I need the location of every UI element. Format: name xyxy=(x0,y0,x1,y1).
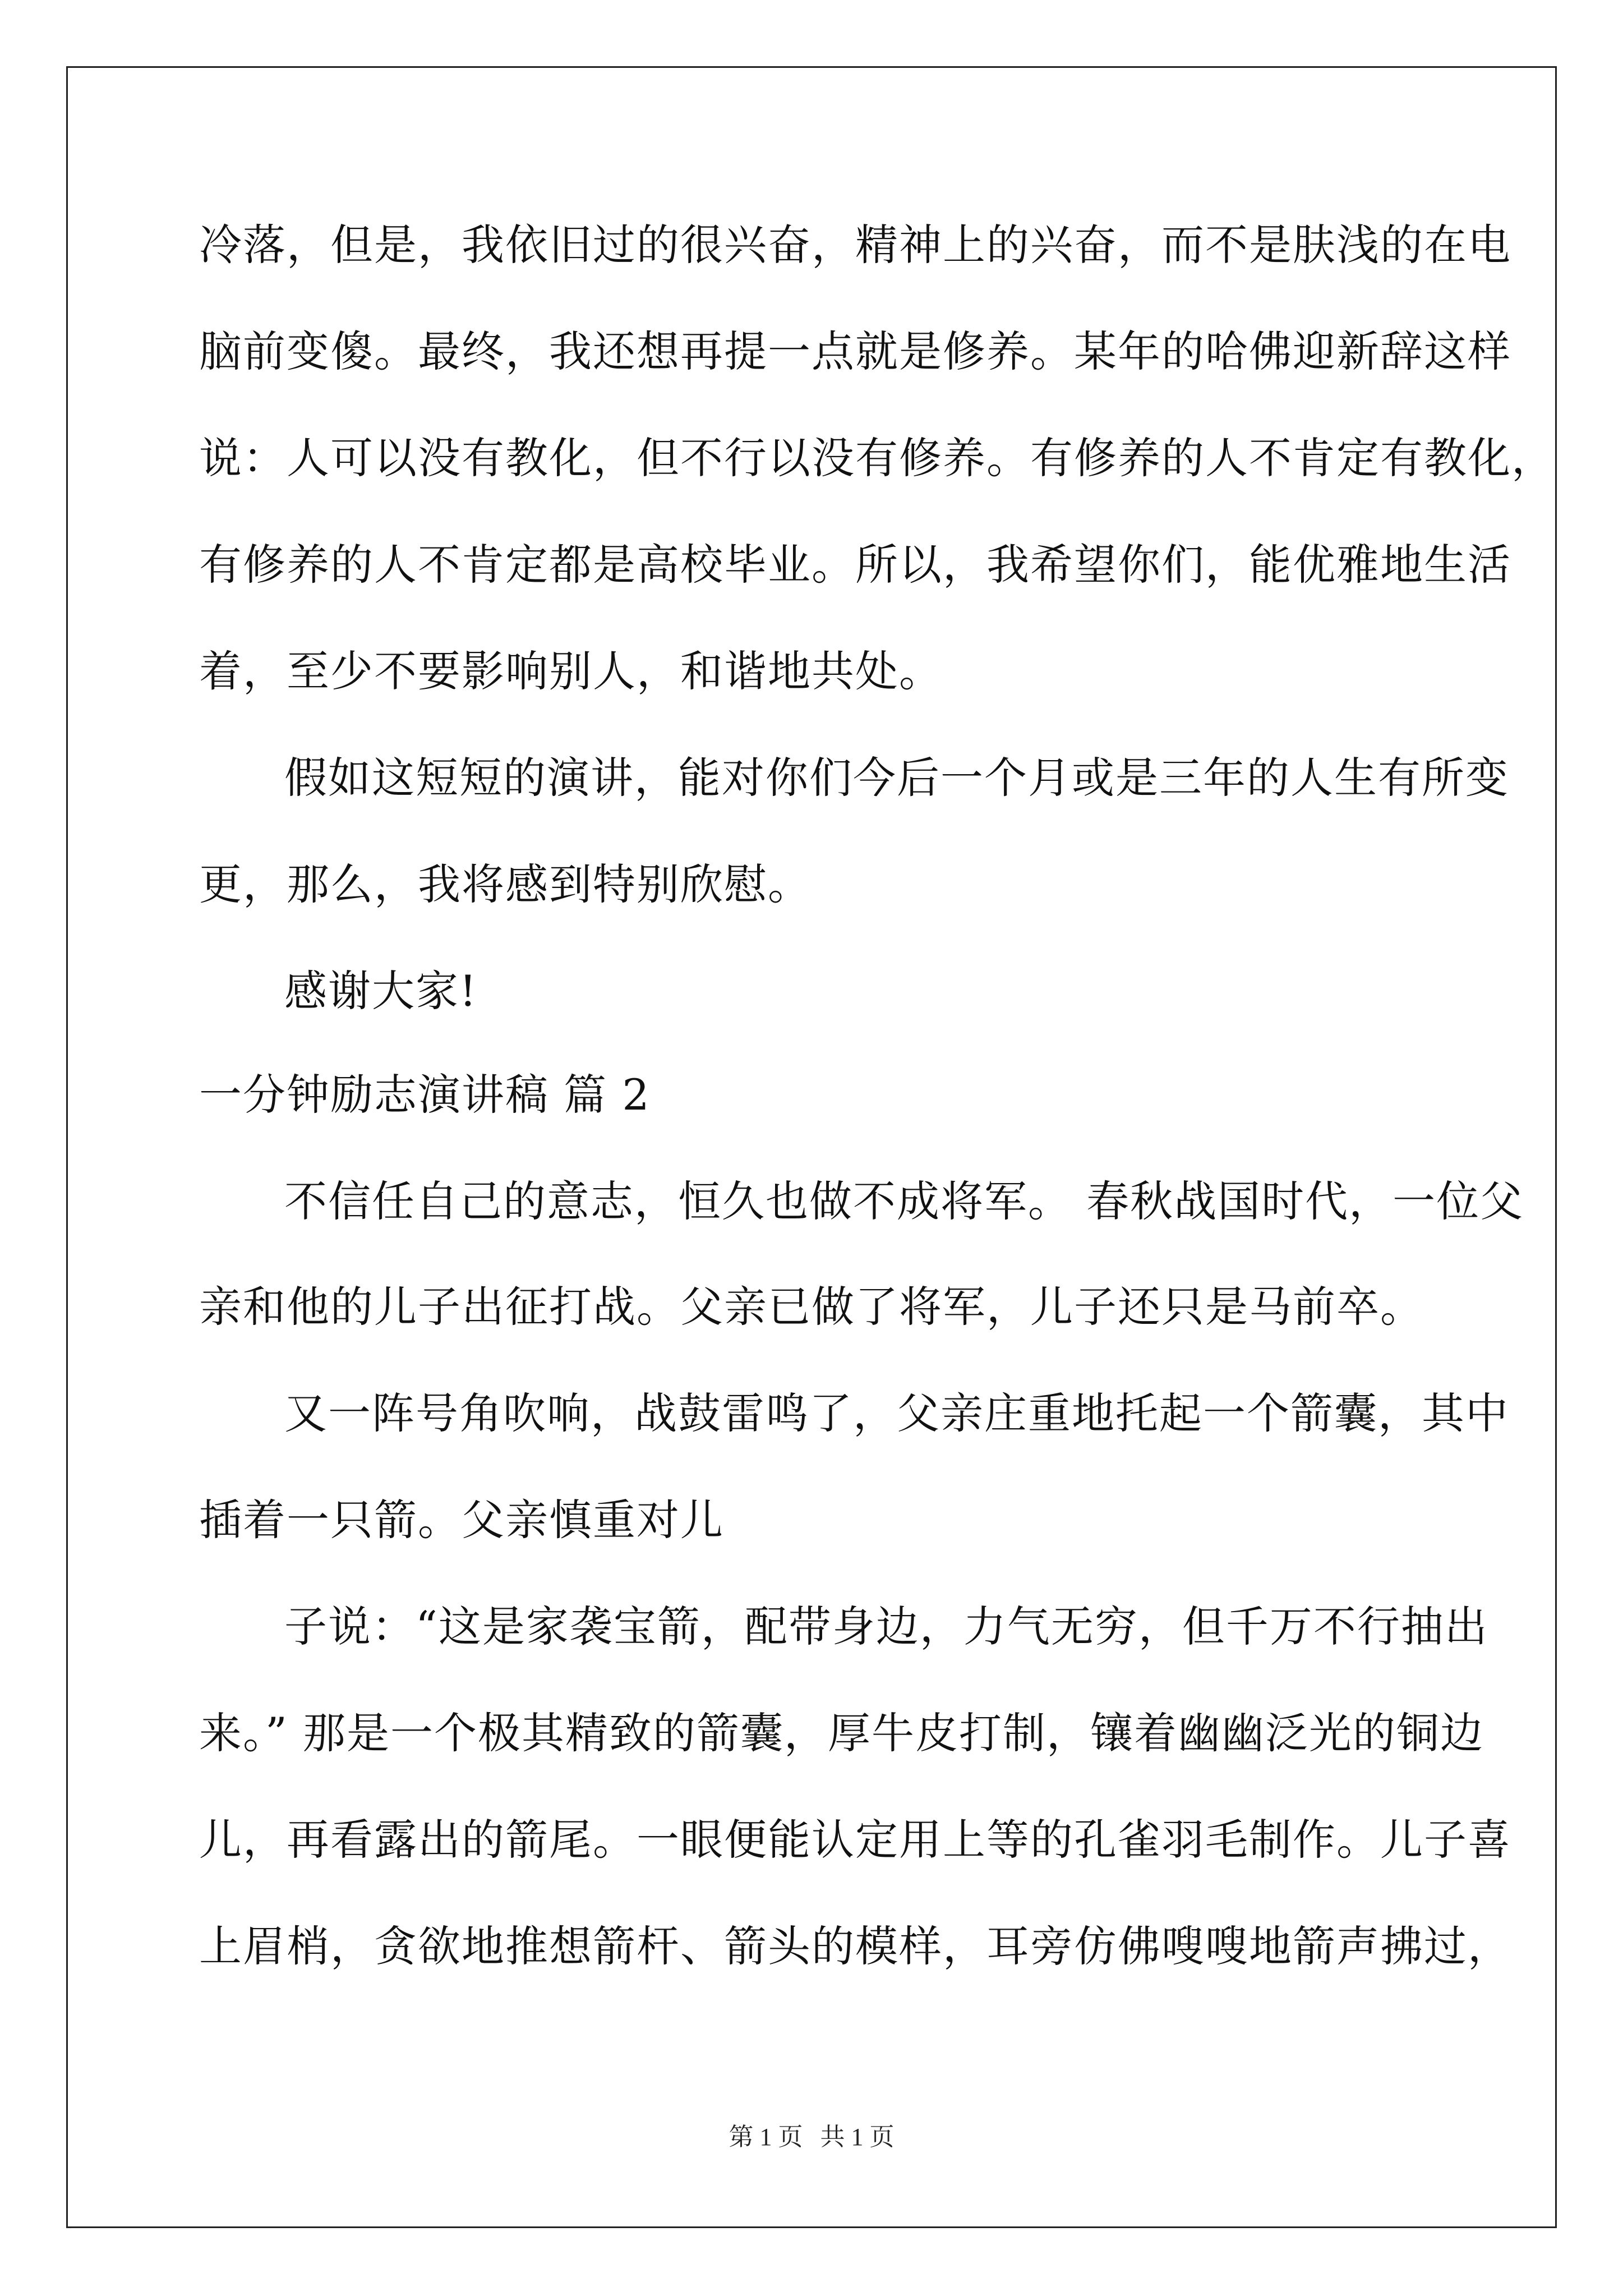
page-number: 第 1 页 xyxy=(728,2123,803,2151)
text-line: 说：人可以没有教化，但不行以没有修养。有修养的人不肯定有教化， xyxy=(199,433,1555,483)
text-line: 更，那么，我将感到特别欣慰。 xyxy=(199,859,811,909)
text-line: 不信任自己的意志，恒久也做不成将军。 春秋战国时代，一位父 xyxy=(284,1176,1524,1226)
text-line: 儿，再看露出的箭尾。一眼便能认定用上等的孔雀羽毛制作。儿子喜 xyxy=(199,1815,1511,1865)
text-line: 假如这短短的演讲，能对你们今后一个月或是三年的人生有所变 xyxy=(284,753,1509,803)
text-line: 脑前变傻。最终，我还想再提一点就是修养。某年的哈佛迎新辞这样 xyxy=(199,326,1511,376)
text-line: 子说：“这是家袭宝箭，配带身边，力气无穷，但千万不行抽出 xyxy=(284,1602,1488,1651)
text-line: 有修养的人不肯定都是高校毕业。所以，我希望你们，能优雅地生活 xyxy=(199,540,1511,590)
page-total: 共 1 页 xyxy=(820,2123,895,2151)
text-line: 插着一只箭。父亲慎重对儿 xyxy=(199,1495,724,1545)
text-line: 亲和他的儿子出征打战。父亲已做了将军，儿子还只是马前卒。 xyxy=(199,1282,1424,1332)
page-footer xyxy=(0,2120,1623,2154)
text-line: 感谢大家! xyxy=(284,966,478,1016)
text-line: 着，至少不要影响别人，和谐地共处。 xyxy=(199,646,943,696)
page-border xyxy=(66,66,1557,2228)
section-heading: 一分钟励志演讲稿 篇 2 xyxy=(199,1070,651,1120)
text-line: 上眉梢，贪欲地推想箭杆、箭头的模样，耳旁仿佛嗖嗖地箭声拂过， xyxy=(199,1921,1511,1971)
text-line: 冷落，但是，我依旧过的很兴奋，精神上的兴奋，而不是肤浅的在电 xyxy=(199,220,1511,270)
text-line: 又一阵号角吹响，战鼓雷鸣了，父亲庄重地托起一个箭囊，其中 xyxy=(284,1388,1509,1438)
text-line: 来。” 那是一个极其精致的箭囊，厚牛皮打制，镶着幽幽泛光的铜边 xyxy=(199,1708,1484,1758)
